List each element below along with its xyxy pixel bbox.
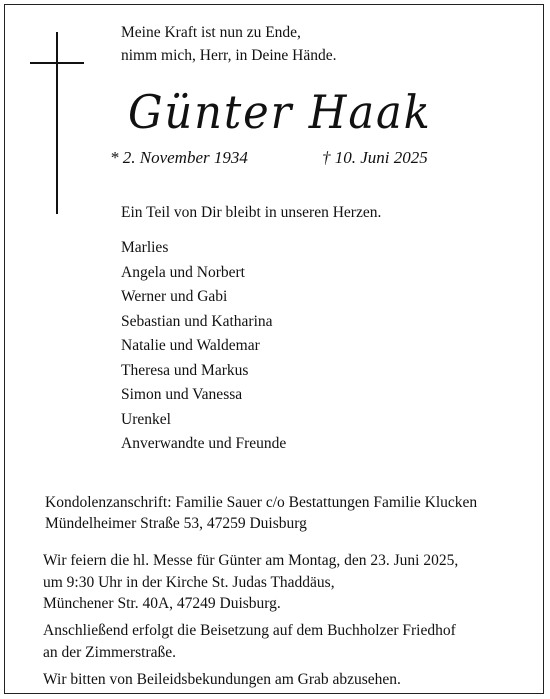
mass-announcement <box>43 550 458 615</box>
mourner-item: Natalie und Waldemar <box>121 337 260 354</box>
birth-date: * 2. November 1934 <box>110 148 248 167</box>
condolence-request: Wir bitten von Beileidsbekundungen am Grab abzusehen. <box>43 671 401 688</box>
burial-line-2: an der Zimmerstraße. <box>43 643 176 661</box>
condolence-line-1: Kondolenzanschrift: Familie Sauer c/o Bestattungen Familie Klucken <box>45 494 478 511</box>
mourners-list <box>121 236 286 457</box>
cross-icon <box>56 32 58 214</box>
burial-line-1: Anschließend erfolgt die Beisetzung auf dem Buchholzer Friedhof <box>43 622 456 639</box>
mourner-item: Anverwandte und Freunde <box>121 435 287 452</box>
mourner-item: Theresa und Markus <box>121 361 249 379</box>
obituary-frame <box>4 4 544 694</box>
mourner-item: Angela und Norbert <box>121 263 245 281</box>
condolence-address <box>45 492 477 534</box>
cross-icon-crossbar <box>30 62 84 64</box>
mourner-item: Simon und Vanessa <box>121 386 243 403</box>
mourner-item: Werner und Gabi <box>121 288 228 305</box>
mass-line-1: Wir feiern die hl. Messe für Günter am Montag, den 23. Juni 2025, <box>43 552 459 569</box>
mourner-item: Urenkel <box>121 410 171 428</box>
deceased-name: Günter Haak <box>128 85 432 139</box>
verse-line-2: nimm mich, Herr, in Deine Hände. <box>121 47 337 64</box>
condolence-line-2: Mündelheimer Straße 53, 47259 Duisburg <box>45 515 307 532</box>
memorial-line: Ein Teil von Dir bleibt in unseren Herzen. <box>121 204 382 221</box>
mourner-item: Marlies <box>121 239 169 256</box>
verse-line-1: Meine Kraft ist nun zu Ende, <box>121 24 301 41</box>
mass-line-2: um 9:30 Uhr in der Kirche St. Judas Thaddäus, <box>43 573 335 591</box>
mourner-item: Sebastian und Katharina <box>121 312 273 330</box>
burial-announcement <box>43 620 456 663</box>
death-date: † 10. Juni 2025 <box>322 148 428 167</box>
verse <box>121 21 336 67</box>
mass-line-3: Münchener Str. 40A, 47249 Duisburg. <box>43 595 281 612</box>
